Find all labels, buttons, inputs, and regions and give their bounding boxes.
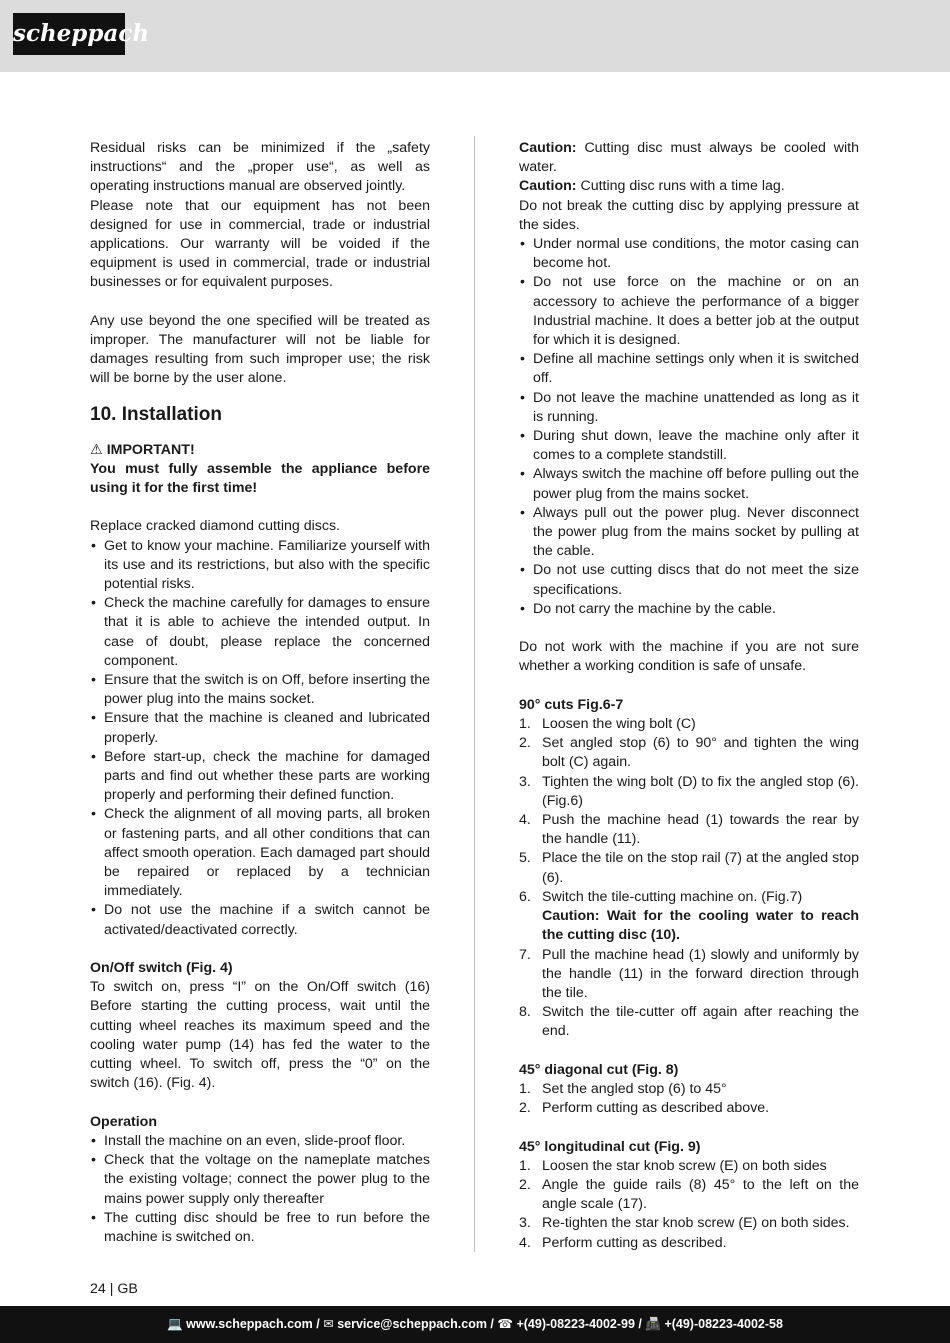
step-text: Loosen the wing bolt (C) — [542, 716, 696, 733]
step-item — [519, 946, 859, 1004]
fax-icon: 📠 — [645, 1317, 661, 1331]
step-item — [519, 1099, 859, 1118]
step-text: Angle the guide rails (8) 45° to the left on the angle scale (17). — [542, 1176, 859, 1213]
operation-list — [90, 1132, 430, 1247]
longitudinal-45-heading: 45° longitudinal cut (Fig. 9) — [519, 1138, 701, 1155]
step-text: Perform cutting as described above. — [542, 1100, 770, 1117]
header-band — [0, 0, 950, 72]
step-item — [519, 1003, 859, 1041]
step-text: Switch the tile-cutter off again after reaching the end. — [542, 1004, 859, 1040]
step-text: Place the tile on the stop rail (7) at the angled stop (6). — [542, 850, 859, 886]
footer-bar — [0, 1306, 950, 1343]
step-number: 1. — [519, 716, 531, 733]
replace-discs-text: Replace cracked diamond cutting discs. — [90, 518, 340, 535]
intro-paragraph-1: Residual risks can be minimized if the „safety instructions“ and the „proper use“, as well as operating instructions manual are observed jointly. — [90, 140, 430, 195]
list-item: • Do not use the machine if a switch cannot be activated/deactivated correctly. — [90, 901, 430, 939]
step-item — [519, 888, 859, 946]
intro-paragraph-3: Any use beyond the one specified will be treated as improper. The manufacturer will not be liable for damages resulting from such improper use; the risk will be borne by the user alone. — [90, 312, 430, 387]
footer-email[interactable]: service@scheppach.com / — [337, 1317, 494, 1331]
step-number: 2. — [519, 735, 531, 752]
longitudinal-45-steps — [519, 1157, 859, 1253]
phone-icon: ☎ — [497, 1317, 513, 1331]
step-text: Loosen the star knob screw (E) on both sides — [542, 1157, 827, 1174]
step-item — [519, 1157, 859, 1176]
list-item: • The cutting disc should be free to run before the machine is switched on. — [90, 1209, 430, 1247]
caution-text: Cutting disc runs with a time lag. — [576, 178, 785, 195]
list-item: • Define all machine settings only when it is switched off. — [519, 350, 859, 388]
step-number: 5. — [519, 850, 531, 867]
step-text: Tighten the wing bolt (D) to fix the angled stop (6). (Fig.6) — [542, 773, 859, 809]
list-item: • Check the alignment of all moving parts, all broken or fastening parts, and all other conditions that can affect smooth operation. Each damaged part should be repaired or replaced by a technician immediately. — [90, 805, 430, 901]
onoff-text: To switch on, press “I” on the On/Off switch (16) Before starting the cutting process, wait until the cutting wheel reaches its maximum speed and the cooling water pump (14) has fed the water to the cutting wheel. To switch off, press the “0” on the switch (16). (Fig. 4). — [90, 979, 430, 1092]
step-number: 1. — [519, 1080, 531, 1097]
important-heading — [90, 441, 430, 460]
step-caution: Caution: Wait for the cooling water to reach the cutting disc (10). — [542, 908, 859, 944]
column-divider — [474, 136, 475, 1252]
list-item: • Ensure that the machine is cleaned and lubricated properly. — [90, 709, 430, 747]
step-text: Re-tighten the star knob screw (E) on both sides. — [542, 1215, 850, 1232]
caution-label: Caution: — [519, 178, 577, 195]
list-item: • Do not use cutting discs that do not meet the size specifications. — [519, 561, 859, 599]
step-item — [519, 1234, 859, 1253]
important-label: IMPORTANT! — [106, 441, 195, 458]
step-number: 3. — [519, 1215, 531, 1232]
onoff-heading: On/Off switch (Fig. 4) — [90, 960, 233, 977]
step-text: Push the machine head (1) towards the rear by the handle (11). — [542, 812, 859, 848]
mail-icon: ✉ — [323, 1317, 334, 1331]
intro-paragraph-2: Please note that our equipment has not been designed for use in commercial, trade or industrial applications. Our warranty will be voided if the equipment is used in commercial, trade or industrial businesses or for equivalent purposes. — [90, 197, 430, 291]
diagonal-45-steps — [519, 1080, 859, 1118]
step-text: Perform cutting as described. — [542, 1234, 727, 1251]
step-number: 2. — [519, 1176, 531, 1193]
step-number: 4. — [519, 812, 531, 829]
footer-fax: +(49)-08223-4002-58 — [664, 1317, 783, 1331]
page-number: 24 | GB — [90, 1281, 138, 1297]
step-text: Set the angled stop (6) to 45° — [542, 1080, 727, 1097]
step-item — [519, 1176, 859, 1214]
list-item: • Do not carry the machine by the cable. — [519, 600, 859, 619]
caution-label: Caution: — [519, 140, 577, 156]
list-item: • During shut down, leave the machine only after it comes to a complete standstill. — [519, 427, 859, 465]
list-item: • Check that the voltage on the nameplate matches the existing voltage; connect the power plug to the mains power supply only thereafter — [90, 1151, 430, 1209]
list-item: • Under normal use conditions, the motor casing can become hot. — [519, 235, 859, 273]
step-number: 6. — [519, 888, 531, 905]
section-title-installation: 10. Installation — [90, 403, 222, 425]
step-number: 2. — [519, 1100, 531, 1117]
step-item — [519, 1214, 859, 1233]
important-text: You must fully assemble the appliance before using it for the first time! — [90, 460, 430, 497]
list-item: • Do not leave the machine unattended as long as it is running. — [519, 389, 859, 427]
step-number: 8. — [519, 1004, 531, 1021]
caution-text: Cutting disc must always be cooled with water. — [519, 140, 859, 176]
step-item — [519, 1080, 859, 1099]
checks-list — [90, 537, 430, 940]
step-item — [519, 734, 859, 772]
list-item: • Install the machine on an even, slide-proof floor. — [90, 1132, 430, 1151]
step-item — [519, 715, 859, 734]
caution-time-lag — [519, 177, 859, 196]
scheppach-logo: scheppach — [13, 13, 125, 55]
footer-website[interactable]: www.scheppach.com / — [186, 1317, 320, 1331]
diagonal-45-heading: 45° diagonal cut (Fig. 8) — [519, 1061, 679, 1078]
cuts-90-steps — [519, 715, 859, 1041]
step-text: Switch the tile-cutting machine on. (Fig.7) — [542, 888, 803, 905]
caution-cooling — [519, 139, 859, 177]
right-column — [519, 139, 859, 1253]
operation-heading: Operation — [90, 1113, 158, 1130]
list-item: • Check the machine carefully for damages to ensure that it is able to achieve the intended output. In case of doubt, please replace the concerned component. — [90, 594, 430, 671]
list-item: • Do not use force on the machine or on an accessory to achieve the performance of a bigger Industrial machine. It does a better job at the output for which it is designed. — [519, 273, 859, 350]
step-item — [519, 773, 859, 811]
no-break-text: Do not break the cutting disc by applying pressure at the sides. — [519, 197, 859, 233]
step-text: Set angled stop (6) to 90° and tighten the wing bolt (C) again. — [542, 735, 859, 771]
step-number: 4. — [519, 1234, 531, 1251]
unsure-text: Do not work with the machine if you are not sure whether a working condition is safe of unsafe. — [519, 639, 859, 675]
computer-icon: 💻 — [167, 1317, 183, 1331]
list-item: • Always switch the machine off before pulling out the power plug from the mains socket. — [519, 465, 859, 503]
step-item — [519, 849, 859, 887]
warning-icon: ⚠ — [90, 441, 103, 458]
list-item: • Always pull out the power plug. Never disconnect the power plug from the mains socket by pulling at the cable. — [519, 504, 859, 562]
step-number: 3. — [519, 773, 531, 790]
footer-phone: +(49)-08223-4002-99 / — [516, 1317, 642, 1331]
usage-list — [519, 235, 859, 619]
step-number: 1. — [519, 1157, 531, 1174]
step-text: Pull the machine head (1) slowly and uniformly by the handle (11) in the forward direction through the tile. — [542, 946, 859, 1001]
list-item: • Get to know your machine. Familiarize yourself with its use and its restrictions, but also with the specific potential risks. — [90, 537, 430, 595]
step-number: 7. — [519, 946, 531, 963]
list-item: • Ensure that the switch is on Off, before inserting the power plug into the mains socket. — [90, 671, 430, 709]
list-item: • Before start-up, check the machine for damaged parts and find out whether these parts are working properly and performing their defined function. — [90, 748, 430, 806]
left-column — [90, 139, 430, 1247]
step-item — [519, 811, 859, 849]
cuts-90-heading: 90° cuts Fig.6-7 — [519, 696, 624, 713]
